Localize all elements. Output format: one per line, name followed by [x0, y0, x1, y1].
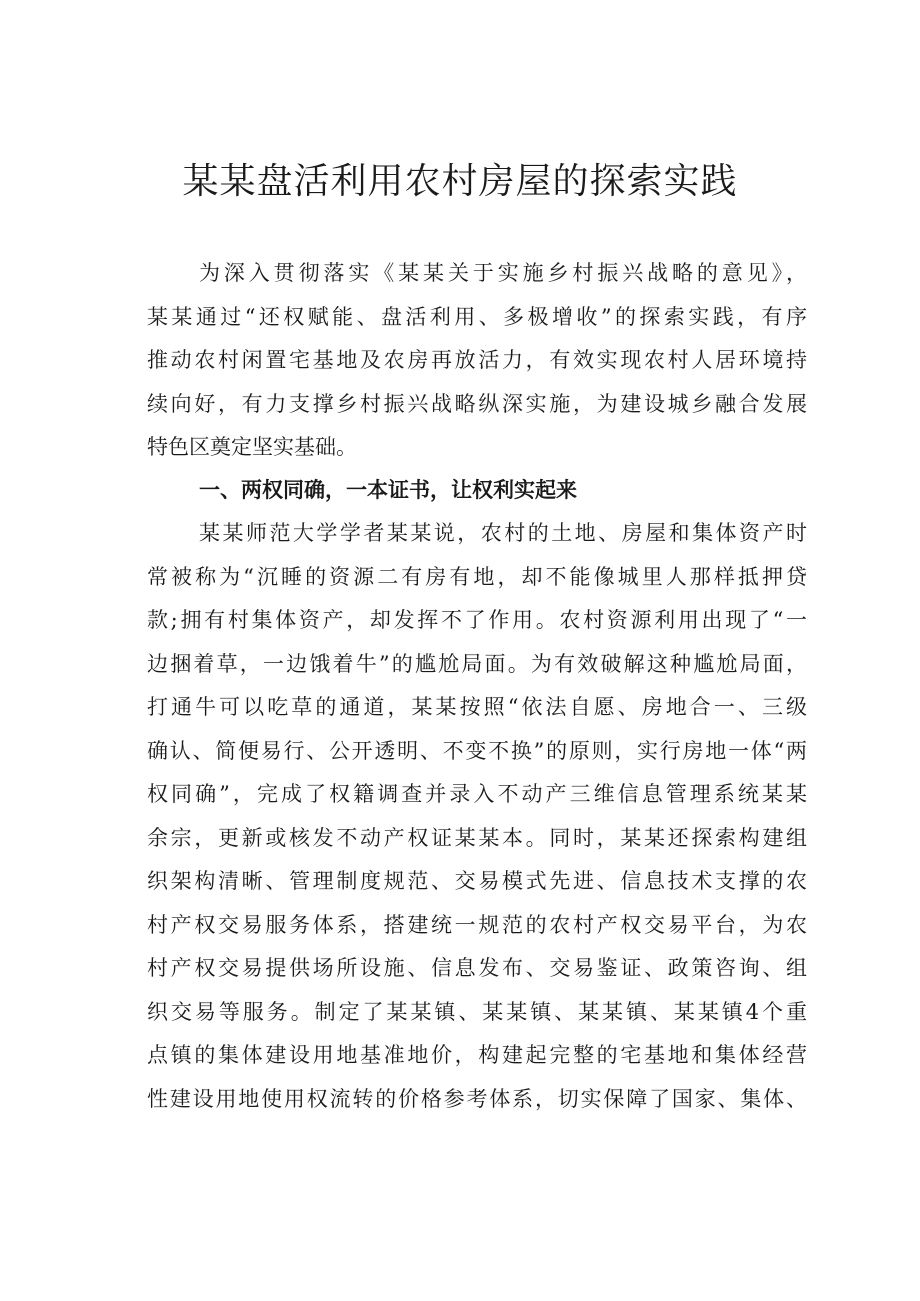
document-title: 某某盘活利用农村房屋的探索实践 [182, 161, 738, 202]
paragraph-line: 余宗，更新或核发不动产权证某某本。同时，某某还探索构建组 [147, 825, 807, 850]
paragraph-line: 款;拥有村集体资产，却发挥不了作用。农村资源利用出现了“一 [147, 608, 807, 632]
paragraph-line: 续向好，有力支撑乡村振兴战略纵深实施，为建设城乡融合发展 [147, 391, 807, 416]
paragraph-line: 性建设用地使用权流转的价格参考体系，切实保障了国家、集体、 [147, 1086, 807, 1111]
paragraph-line: 村产权交易服务体系，搭建统一规范的农村产权交易平台，为农 [147, 912, 807, 937]
paragraph-line: 边捆着草，一边饿着牛”的尴尬局面。为有效破解这种尴尬局面， [147, 651, 807, 676]
paragraph-line: 织架构清晰、管理制度规范、交易模式先进、信息技术支撑的农 [147, 869, 807, 893]
paragraph-line: 推动农村闲置宅基地及农房再放活力，有效实现农村人居环境持 [147, 348, 807, 372]
paragraph-line: 常被称为“沉睡的资源二有房有地，却不能像城里人那样抵押贷 [147, 564, 807, 589]
paragraph-line: 为深入贯彻落实《某某关于实施乡村振兴战略的意见》， [199, 261, 807, 285]
paragraph-line: 打通牛可以吃草的通道，某某按照“依法自愿、房地合一、三级 [147, 695, 807, 719]
section1-paragraph [147, 512, 807, 1121]
paragraph-line: 某某通过“还权赋能、盘活利用、多极增收”的探索实践，有序 [147, 304, 807, 329]
paragraph-line: 确认、简便易行、公开透明、不变不换”的原则，实行房地一体“两 [147, 738, 807, 763]
intro-paragraph [147, 252, 807, 470]
paragraph-line: 某某师范大学学者某某说，农村的土地、房屋和集体资产时 [199, 521, 807, 545]
section-heading: 一、两权同确，一本证书，让权利实起来 [199, 478, 577, 502]
paragraph-line: 村产权交易提供场所设施、信息发布、交易鉴证、政策咨询、组 [147, 956, 807, 980]
paragraph-line: 权同确”，完成了权籍调查并录入不动产三维信息管理系统某某 [147, 782, 807, 806]
paragraph-line: 特色区奠定坚实基础。 [147, 435, 357, 459]
paragraph-line: 点镇的集体建设用地基准地价，构建起完整的宅基地和集体经营 [147, 1043, 807, 1067]
paragraph-line: 织交易等服务。制定了某某镇、某某镇、某某镇、某某镇4个重 [147, 999, 807, 1024]
